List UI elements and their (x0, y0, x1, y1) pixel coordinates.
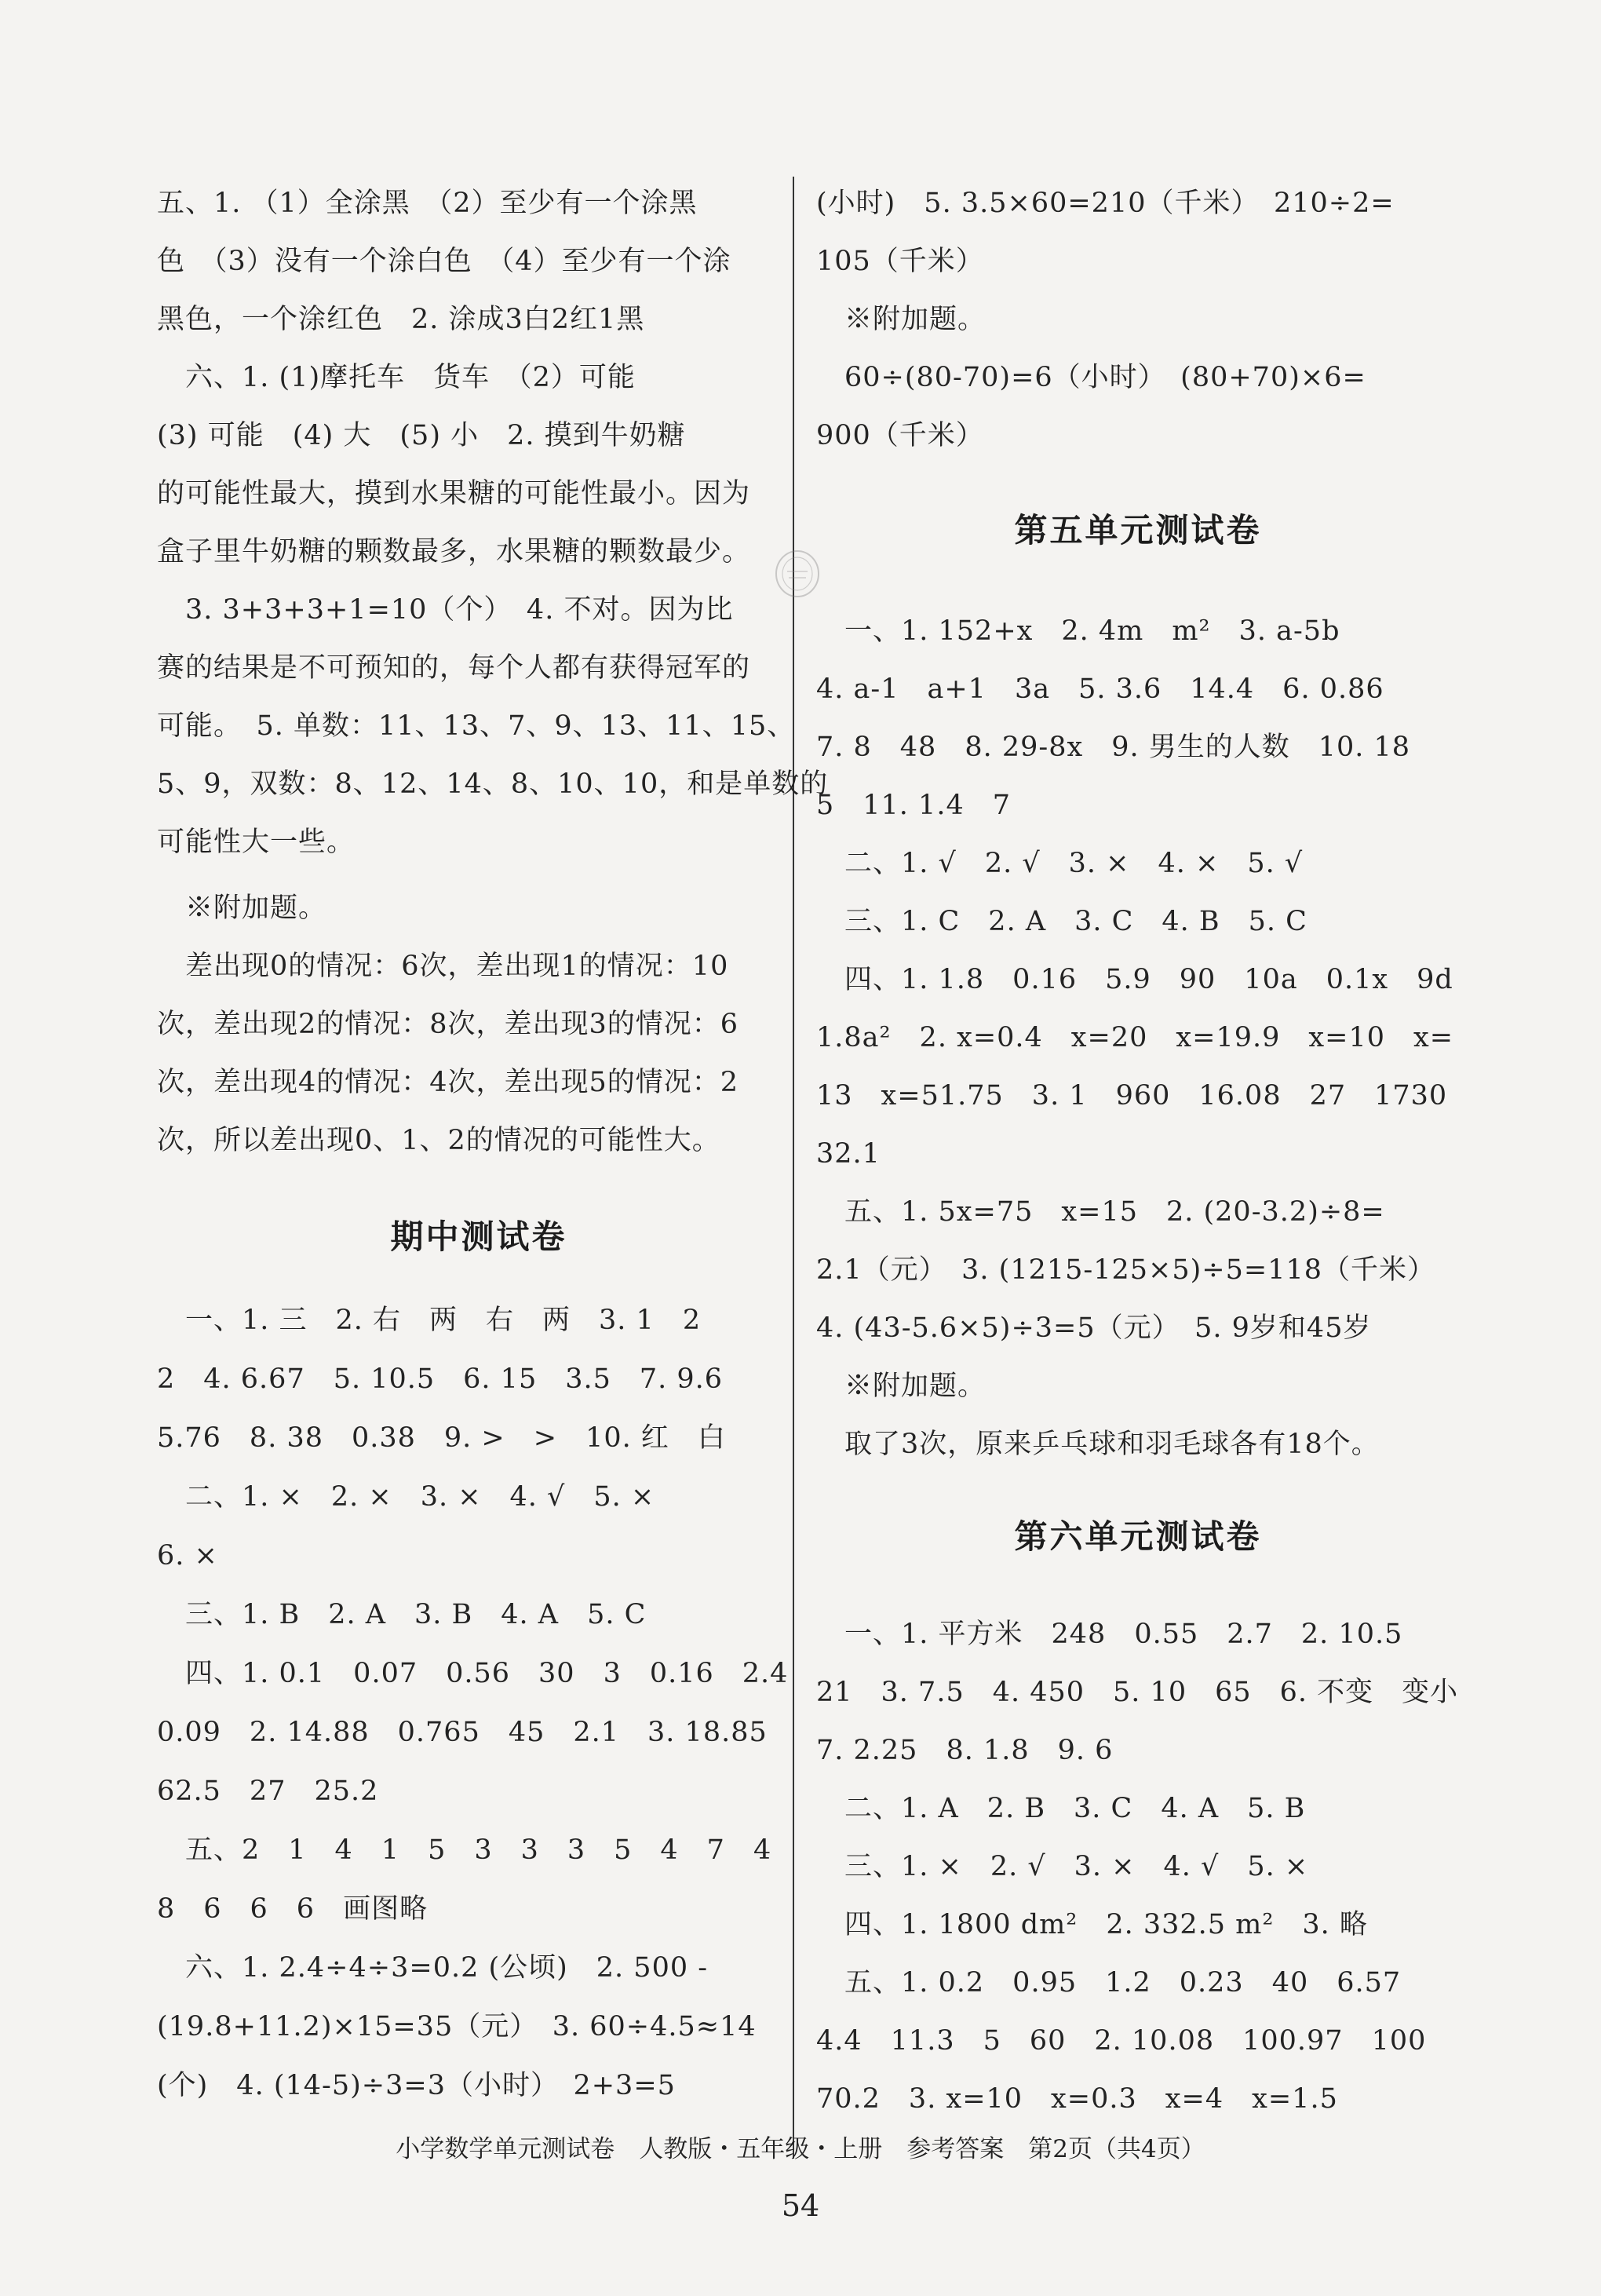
answer-line: 三、1. B 2. A 3. B 4. A 5. C (157, 1599, 647, 1630)
answer-line: 色 （3）没有一个涂白色 （4）至少有一个涂 (157, 246, 731, 277)
answer-line: 二、1. √ 2. √ 3. × 4. × 5. √ (816, 848, 1304, 879)
answer-line: (小时) 5. 3.5×60=210（千米） 210÷2= (816, 188, 1395, 219)
answer-line: 四、1. 0.1 0.07 0.56 30 3 0.16 2.4 (157, 1658, 789, 1689)
answer-line: 8 6 6 6 画图略 (157, 1893, 429, 1925)
page-number: 54 (781, 2188, 820, 2223)
answer-line: (个) 4. (14-5)÷3=3（小时） 2+3=5 (157, 2070, 676, 2101)
answer-line: 差出现0的情况：6次，差出现1的情况：10 (157, 951, 729, 982)
section-heading-unit5: 第五单元测试卷 (1014, 511, 1262, 549)
answer-line: 一、1. 152+x 2. 4m m² 3. a-5b (816, 615, 1340, 647)
answer-line: 13 x=51.75 3. 1 960 16.08 27 1730 (816, 1080, 1448, 1111)
answer-line: 五、1. 5x=75 x=15 2. (20-3.2)÷8= (816, 1196, 1385, 1228)
answer-line: 六、1. 2.4÷4÷3=0.2 (公顷) 2. 500 - (157, 1952, 709, 1984)
answer-line: 4. (43-5.6×5)÷3=5（元） 5. 9岁和45岁 (816, 1312, 1372, 1344)
answer-line: 32.1 (816, 1138, 881, 1170)
answer-line: 3. 3+3+3+1=10（个） 4. 不对。因为比 (157, 594, 734, 626)
answer-line: 5 11. 1.4 7 (816, 790, 1011, 821)
answer-line: 4.4 11.3 5 60 2. 10.08 100.97 100 (816, 2025, 1427, 2057)
answer-line: (3) 可能 (4) 大 (5) 小 2. 摸到牛奶糖 (157, 420, 686, 451)
answer-line: 五、1. （1）全涂黑 （2）至少有一个涂黑 (157, 188, 698, 219)
answer-line: 7. 8 48 8. 29-8x 9. 男生的人数 10. 18 (816, 732, 1411, 763)
answer-line: 二、1. A 2. B 3. C 4. A 5. B (816, 1793, 1306, 1824)
answer-line: 盒子里牛奶糖的颗数最多，水果糖的颗数最少。 (157, 536, 751, 568)
answer-line: 次，差出现2的情况：8次，差出现3的情况：6 (157, 1009, 739, 1040)
answer-line: ※附加题。 (157, 892, 327, 924)
answer-line: 五、2 1 4 1 5 3 3 3 5 4 7 4 (157, 1834, 772, 1866)
answer-line: ※附加题。 (816, 1371, 986, 1402)
answer-line: 可能性大一些。 (157, 827, 356, 858)
answer-line: ※附加题。 (816, 304, 986, 335)
answer-line: 62.5 27 25.2 (157, 1776, 379, 1807)
answer-line: 二、1. × 2. × 3. × 4. √ 5. × (157, 1481, 655, 1513)
answer-line: 6. × (157, 1540, 218, 1571)
answer-line: 900（千米） (816, 420, 984, 451)
answer-line: 四、1. 1.8 0.16 5.9 90 10a 0.1x 9d (816, 964, 1453, 995)
answer-line: (19.8+11.2)×15=35（元） 3. 60÷4.5≈14 (157, 2011, 757, 2042)
answer-line: 一、1. 平方米 248 0.55 2.7 2. 10.5 (816, 1619, 1403, 1650)
answer-line: 21 3. 7.5 4. 450 5. 10 65 6. 不变 变小 (816, 1677, 1459, 1708)
answer-line: 次，所以差出现0、1、2的情况的可能性大。 (157, 1125, 720, 1156)
answer-line: 0.09 2. 14.88 0.765 45 2.1 3. 18.85 (157, 1717, 768, 1748)
answer-line: 四、1. 1800 dm² 2. 332.5 m² 3. 略 (816, 1909, 1368, 1940)
answer-line: 1.8a² 2. x=0.4 x=20 x=19.9 x=10 x= (816, 1022, 1454, 1053)
answer-line: 4. a-1 a+1 3a 5. 3.6 14.4 6. 0.86 (816, 673, 1384, 705)
answer-line: 次，差出现4的情况：4次，差出现5的情况：2 (157, 1067, 739, 1098)
page-footer: 小学数学单元测试卷 人教版・五年级・上册 参考答案 第2页（共4页） (396, 2135, 1205, 2163)
answer-line: 70.2 3. x=10 x=0.3 x=4 x=1.5 (816, 2083, 1338, 2115)
answer-line: 5、9，双数：8、12、14、8、10、10，和是单数的 (157, 768, 829, 800)
answer-line: 赛的结果是不可预知的，每个人都有获得冠军的 (157, 652, 751, 684)
answer-line: 一、1. 三 2. 右 两 右 两 3. 1 2 (157, 1305, 702, 1336)
answer-line: 五、1. 0.2 0.95 1.2 0.23 40 6.57 (816, 1967, 1402, 1999)
answer-line: 可能。 5. 单数：11、13、7、9、13、11、15、 (157, 710, 796, 742)
answer-line: 黑色，一个涂红色 2. 涂成3白2红1黑 (157, 304, 645, 335)
answer-line: 六、1. (1)摩托车 货车 （2）可能 (157, 362, 636, 393)
answer-line: 三、1. × 2. √ 3. × 4. √ 5. × (816, 1851, 1309, 1882)
answer-line: 105（千米） (816, 246, 984, 277)
answer-line: 的可能性最大，摸到水果糖的可能性最小。因为 (157, 478, 751, 509)
section-heading-midterm: 期中测试卷 (390, 1217, 567, 1256)
answer-line: 5.76 8. 38 0.38 9. > > 10. 红 白 (157, 1422, 726, 1454)
answer-line: 7. 2.25 8. 1.8 9. 6 (816, 1735, 1114, 1766)
answer-line: 60÷(80-70)=6（小时） (80+70)×6= (816, 362, 1366, 393)
answer-line: 取了3次，原来乒乓球和羽毛球各有18个。 (816, 1429, 1380, 1460)
section-heading-unit6: 第六单元测试卷 (1014, 1517, 1262, 1556)
answer-line: 2.1（元） 3. (1215-125×5)÷5=118（千米） (816, 1254, 1436, 1286)
answer-line: 三、1. C 2. A 3. C 4. B 5. C (816, 906, 1307, 937)
answer-line: 2 4. 6.67 5. 10.5 6. 15 3.5 7. 9.6 (157, 1363, 724, 1395)
